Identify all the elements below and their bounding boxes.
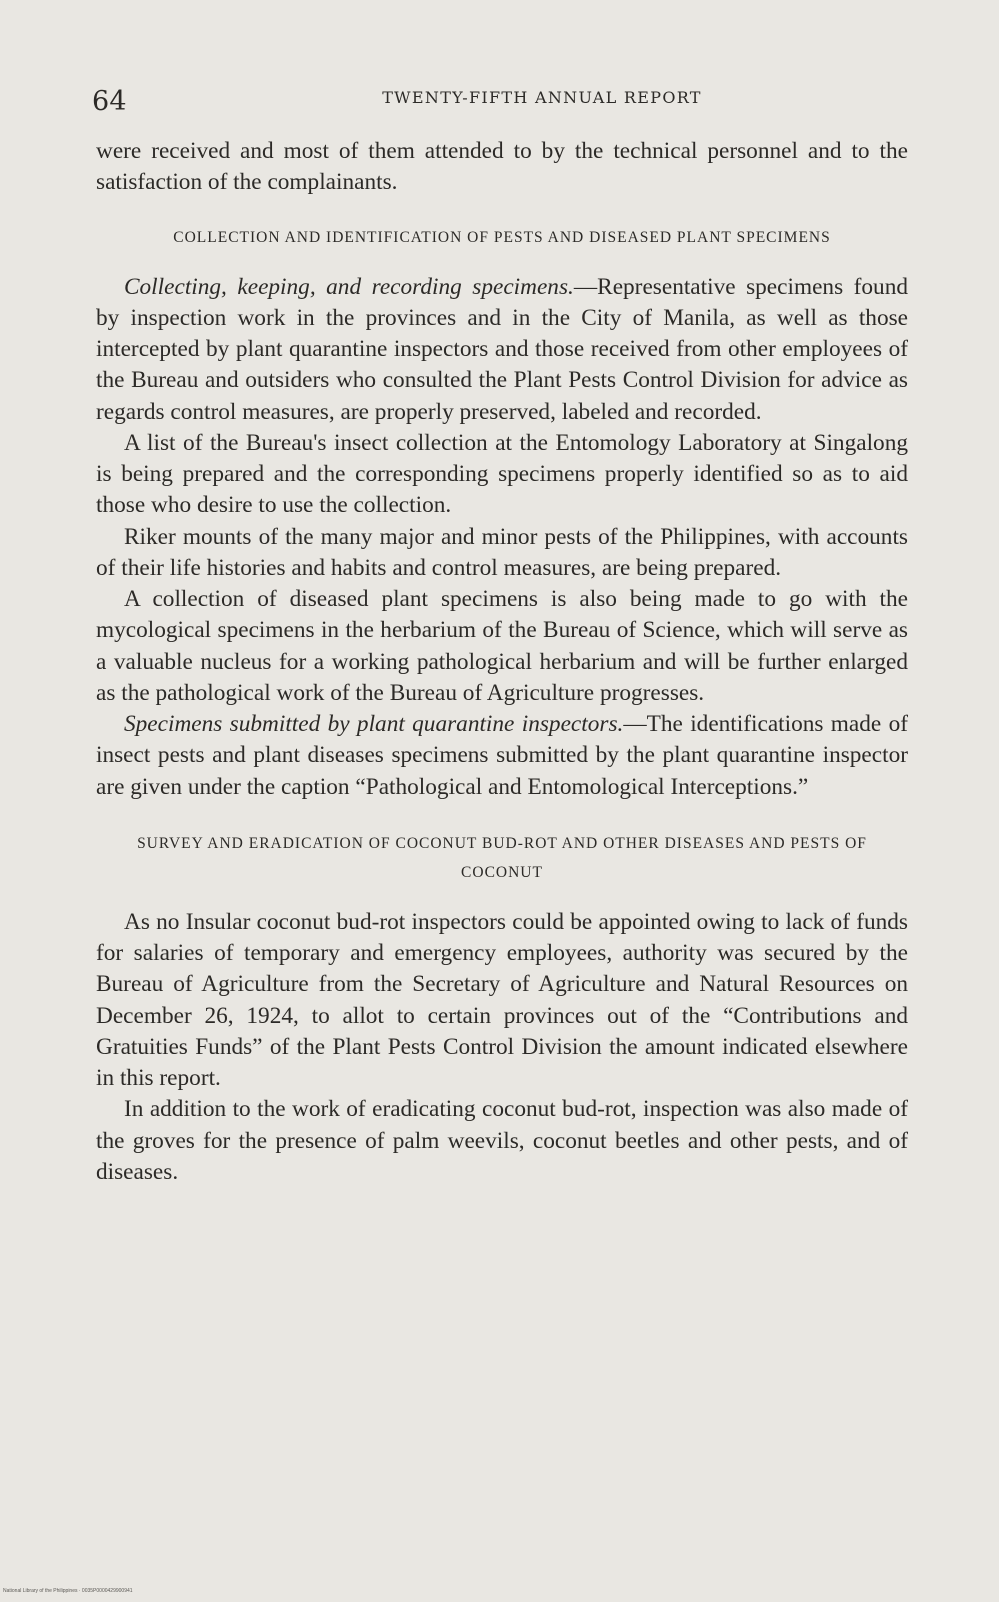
body-text [96,136,908,1188]
paragraph-diseased-specimens: A collection of diseased plant specimens is also being made to go with the mycological specimens in the herbarium of the Bureau of Science, which will serve as a valuable nucleus for a working pathological herbarium and will be further enlarged as the pathological work of the Bureau of Agriculture progresses. [96,586,908,706]
paragraph-text: —Representative specimens found by inspection work in the provinces and in the City of Manila, as well as those intercepted by plant quarantine inspectors and those received from other employees of the Bureau and outsiders who consulted the Plant Pests Control Division for advice as regards control measures, are properly preserved, labeled and recorded. [96,273,908,425]
paragraph-collecting-specimens [96,272,908,428]
scan-footer-note: National Library of the Philippines · 0035P0000429900941 [3,1588,133,1594]
paragraph-additional-inspection: In addition to the work of eradicating coconut bud-rot, inspection was also made of the groves for the presence of palm weevils, coconut beetles and other pests, and of diseases. [96,1096,908,1185]
section-heading-collection: COLLECTION AND IDENTIFICATION OF PESTS AND DISEASED PLANT SPECIMENS [173,228,831,246]
running-head: TWENTY-FIFTH ANNUAL REPORT [382,88,702,107]
page-header [92,86,908,134]
run-in-heading: Collecting, keeping, and recording specimens. [124,273,574,300]
section-heading-coconut: SURVEY AND ERADICATION OF COCONUT BUD-ROT AND OTHER DISEASES AND PESTS OF COCONUT [137,834,867,881]
paragraph-text: —The identifications made of insect pests and plant diseases specimens submitted by the plant quarantine inspector are given under the caption “Pathological and Entomological Interceptions.” [96,711,909,800]
run-in-heading: Specimens submitted by plant quarantine inspectors. [124,711,624,737]
paragraph-quarantine-specimens [96,709,908,803]
page-number: 64 [92,86,127,117]
paragraph-riker-mounts: Riker mounts of the many major and minor pests of the Philippines, with accounts of their life histories and habits and control measures, are being prepared. [96,523,908,581]
paragraph-insect-collection: A list of the Bureau's insect collection at the Entomology Laboratory at Singalong is being prepared and the corresponding specimens properly identified so as to aid those who desire to use the collection. [96,429,908,519]
paragraph-bud-rot-inspectors: As no Insular coconut bud-rot inspectors could be appointed owing to lack of funds for salaries of temporary and emergency employees, authority was secured by the Bureau of Agriculture from the Secretary of Agriculture and Natural Resources on December 26, 1924, to allot to certain provinces out of the “Contributions and Gratuities Funds” of the Plant Pests Control Division the amount indicated elsewhere in this report. [96,908,908,1091]
opening-paragraph: were received and most of them attended to by the technical personnel and to the satisfaction of the complainants. [96,138,908,196]
